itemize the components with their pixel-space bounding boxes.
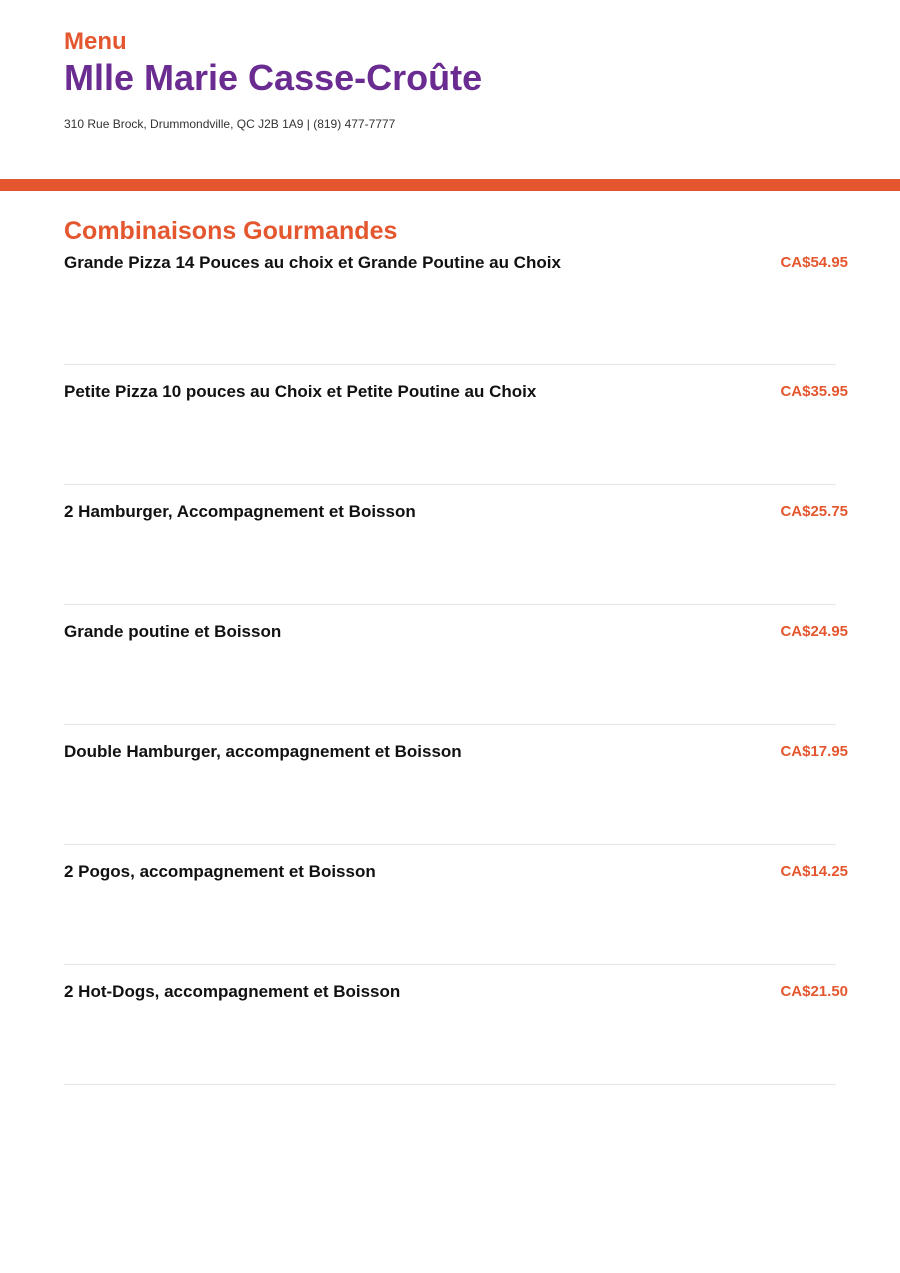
menu-item-price: CA$24.95: [780, 623, 848, 640]
menu-label: Menu: [64, 28, 127, 55]
menu-item-price: CA$21.50: [780, 983, 848, 1000]
menu-item[interactable]: [64, 605, 848, 725]
menu-item[interactable]: [64, 246, 848, 365]
menu-item-name: 2 Hot-Dogs, accompagnement et Boisson: [64, 982, 401, 1001]
menu-item[interactable]: [64, 485, 848, 605]
restaurant-name: Mlle Marie Casse-Croûte: [64, 57, 483, 98]
menu-item-price: CA$25.75: [780, 503, 848, 520]
menu-item-name: Grande Pizza 14 Pouces au choix et Grande Poutine au Choix: [64, 253, 561, 272]
menu-item-price: CA$54.95: [780, 254, 848, 271]
menu-item-name: 2 Hamburger, Accompagnement et Boisson: [64, 502, 416, 521]
menu-item-price: CA$14.25: [780, 863, 848, 880]
menu-item-name: 2 Pogos, accompagnement et Boisson: [64, 862, 376, 881]
accent-divider-bar: [0, 179, 900, 191]
menu-item-name: Petite Pizza 10 pouces au Choix et Petite Poutine au Choix: [64, 382, 537, 401]
menu-item[interactable]: [64, 725, 848, 845]
menu-item[interactable]: [64, 365, 848, 485]
menu-item-name: Double Hamburger, accompagnement et Boisson: [64, 742, 462, 761]
menu-item-name: Grande poutine et Boisson: [64, 622, 282, 641]
menu-section: [64, 216, 848, 1085]
menu-item-list: [64, 246, 848, 1085]
menu-header: [64, 28, 844, 132]
menu-item-price: CA$17.95: [780, 743, 848, 760]
contact-info: 310 Rue Brock, Drummondville, QC J2B 1A9 | (819) 477-7777: [64, 117, 396, 131]
menu-item-price: CA$35.95: [780, 383, 848, 400]
section-title: Combinaisons Gourmandes: [64, 217, 398, 245]
menu-item[interactable]: [64, 965, 848, 1085]
menu-item[interactable]: [64, 845, 848, 965]
